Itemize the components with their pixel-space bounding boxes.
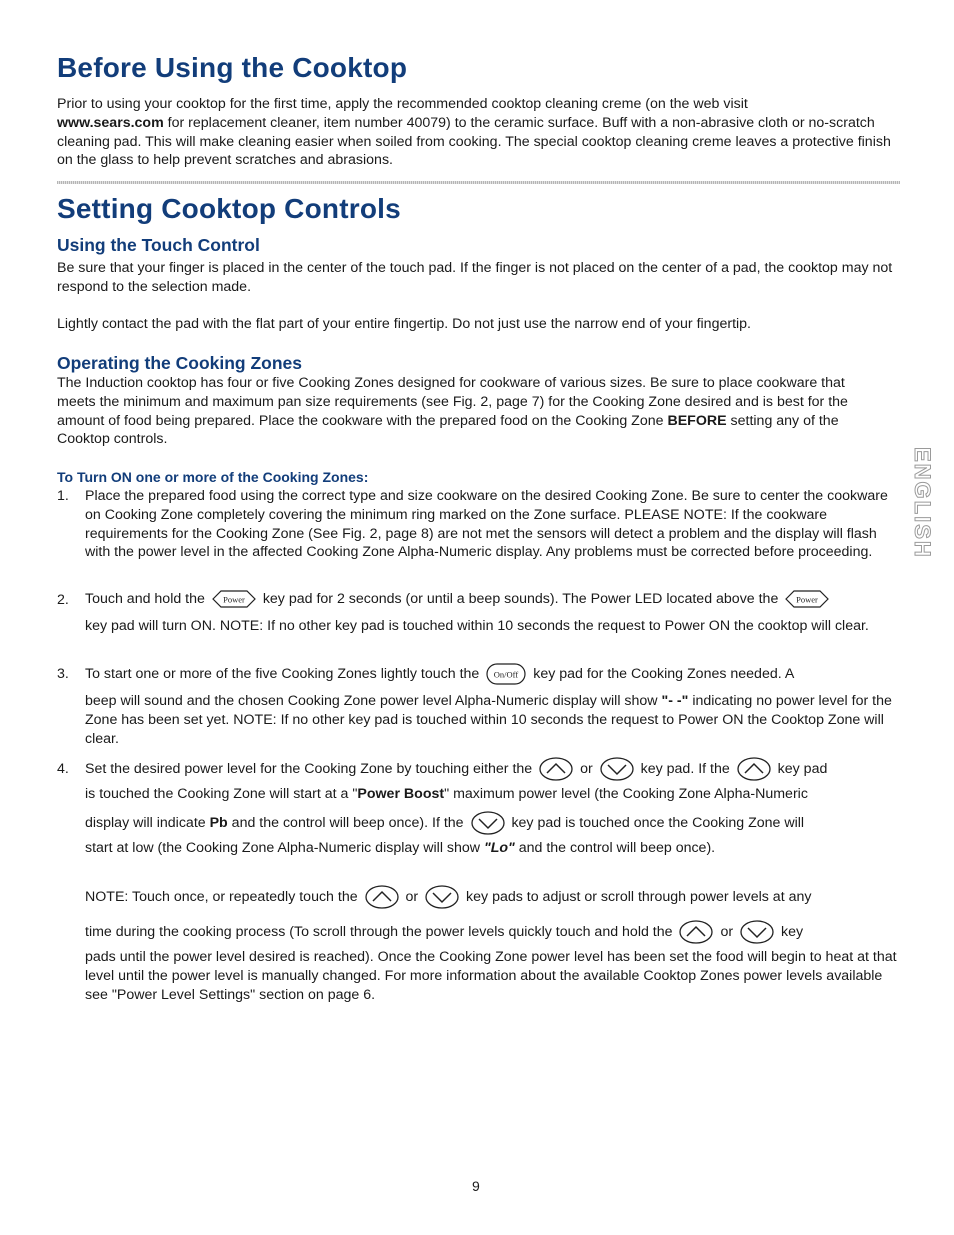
- touch-paragraph-2: Lightly contact the pad with the flat part of your entire fingertip. Do not just use the narrow end of your fingertip.: [57, 316, 752, 332]
- down-key-icon: [599, 756, 635, 782]
- zones-text-b: setting any of the Cooktop controls.: [57, 412, 839, 448]
- up-key-icon: [678, 919, 714, 945]
- list-item-4-line-4: [85, 839, 715, 858]
- heading-turn-on: To Turn ON one or more of the Cooking Zones:: [57, 469, 369, 485]
- item4-text-h: key pad is touched once the Cooking Zone will: [511, 814, 805, 831]
- item3-text-b: key pad for the Cooking Zones needed. A: [533, 665, 795, 682]
- note-text-c: time during the cooking process (To scroll through the power levels quickly touch and hold the: [85, 923, 673, 940]
- list-item-4-line-1: [85, 756, 827, 782]
- display-dashes: "- -": [661, 693, 689, 709]
- language-side-tab: ENGLISH: [910, 447, 935, 559]
- list-item-2-line-1: [85, 589, 832, 609]
- page-number: 9: [472, 1178, 480, 1194]
- note-text-b: key pads to adjust or scroll through power levels at any: [466, 888, 812, 905]
- list-number-2: 2.: [57, 592, 69, 608]
- zones-text-bold: BEFORE: [667, 412, 727, 429]
- item4-text-f: display will indicate: [85, 814, 210, 831]
- touch-paragraph-1: Be sure that your finger is placed in the center of the touch pad. If the finger is not placed on the center of a pad, the cooktop may not respond to the selection made.: [57, 260, 893, 295]
- zones-paragraph: [57, 374, 887, 449]
- or-text: or: [580, 760, 593, 777]
- note-text-a: NOTE: Touch once, or repeatedly touch the: [85, 888, 358, 905]
- item4-text-c: key pad: [777, 760, 828, 777]
- zones-text-a: The Induction cooktop has four or five Cooking Zones designed for cookware of various sizes. Be sure to place cookware that meets the minimum and maximum pan size requirements (see Fig. 2, page 7) for the Cooking Zone desired and is best for the amount of food being prepared. Place the cookware with the prepared food on the Cooking Zone: [57, 375, 848, 429]
- item3-text-d: indicating no power level for the Zone has been set yet. NOTE: If no other key pad is touched within 10 seconds the request to Power ON the Cooktop Zone will clear.: [85, 693, 892, 747]
- before-text-a: Prior to using your cooktop for the first time, apply the recommended cooktop cleaning creme (on the web visit: [57, 96, 748, 112]
- down-key-icon: [424, 884, 460, 910]
- pb-text: Pb: [209, 814, 228, 831]
- lo-text: "Lo": [484, 840, 515, 856]
- power-key-icon: [784, 589, 830, 609]
- note-line-1: [85, 884, 811, 910]
- before-text-b: for replacement cleaner, item number 40079) to the ceramic surface. Buff with a non-abrasive cloth or no-scratch cleaning pad. This will make cleaning easier when soiled from cooking. The special cooktop cleaning creme leaves a protective finish on the glass to help prevent scratches and abrasions.: [57, 114, 891, 169]
- section-title-before-using: Before Using the Cooktop: [57, 52, 408, 83]
- list-item-1: Place the prepared food using the correct type and size cookware on the desired Cooking Zone. Be sure to center the cookware on Cooking Zone completely covering the minimum ring marked on the Zone surface. PLEASE NOTE: If the cookware requirements for the Cooking Zone (See Fig. 2, page 8) are not met the sensors will detect a problem and the display will flash with the power level in the affected Cooking Zone Alpha-Numeric display. Any problems must be corrected before proceeding.: [85, 488, 888, 561]
- list-number-1: 1.: [57, 488, 69, 504]
- item4-text-e: " maximum power level (the Cooking Zone Alpha-Numeric: [444, 786, 808, 802]
- section-title-setting-controls: Setting Cooktop Controls: [57, 193, 401, 224]
- onoff-key-label: On/Off: [494, 669, 519, 680]
- item4-text-a: Set the desired power level for the Cooking Zone by touching either the: [85, 760, 533, 777]
- item4-text-d: is touched the Cooking Zone will start at a ": [85, 786, 358, 802]
- list-number-3: 3.: [57, 666, 69, 682]
- up-key-icon: [538, 756, 574, 782]
- onoff-key-icon: [485, 662, 527, 686]
- note-continued: pads until the power level desired is reached). Once the Cooking Zone power level has been set the food will begin to heat at that level until the power level is manually changed. For more information about the available Cooktop Zones power levels available see "Power Level Settings" section on page 6.: [85, 949, 897, 1003]
- note-text-d: key: [780, 923, 804, 940]
- heading-touch-control: Using the Touch Control: [57, 235, 260, 255]
- up-key-icon: [736, 756, 772, 782]
- item4-text-i: start at low (the Cooking Zone Alpha-Numeric display will show: [85, 840, 484, 856]
- down-key-icon: [470, 810, 506, 836]
- heading-cooking-zones: Operating the Cooking Zones: [57, 353, 303, 373]
- list-item-4-line-2: [85, 785, 808, 804]
- or-text: or: [405, 888, 419, 905]
- power-key-label: Power: [222, 594, 245, 605]
- item2-text-b: key pad for 2 seconds (or until a beep sounds). The Power LED located above the: [262, 590, 779, 607]
- item4-text-b: key pad. If the: [640, 760, 730, 777]
- section-divider: [57, 181, 900, 184]
- list-item-2-continued: key pad will turn ON. NOTE: If no other key pad is touched within 10 seconds the request to Power ON the cooktop will clear.: [85, 618, 869, 634]
- note-line-2: [85, 919, 803, 945]
- item4-text-g: and the control will beep once). If the: [227, 814, 464, 831]
- item3-text-c: beep will sound and the chosen Cooking Zone power level Alpha-Numeric display will show: [85, 693, 658, 709]
- power-key-icon: [211, 589, 257, 609]
- list-item-3-line-1: [85, 662, 794, 686]
- list-number-4: 4.: [57, 761, 69, 777]
- before-paragraph: [57, 95, 907, 170]
- list-item-4-line-3: [85, 810, 804, 836]
- or-text: or: [720, 923, 734, 940]
- sears-link[interactable]: www.sears.com: [57, 114, 164, 131]
- down-key-icon: [739, 919, 775, 945]
- list-item-3-continued: [85, 692, 901, 748]
- power-key-label: Power: [796, 594, 819, 605]
- item4-text-j: and the control will beep once).: [514, 840, 716, 856]
- power-boost-text: Power Boost: [357, 786, 445, 802]
- item3-text-a: To start one or more of the five Cooking Zones lightly touch the: [85, 665, 480, 682]
- up-key-icon: [364, 884, 400, 910]
- item2-text-a: Touch and hold the: [85, 590, 205, 607]
